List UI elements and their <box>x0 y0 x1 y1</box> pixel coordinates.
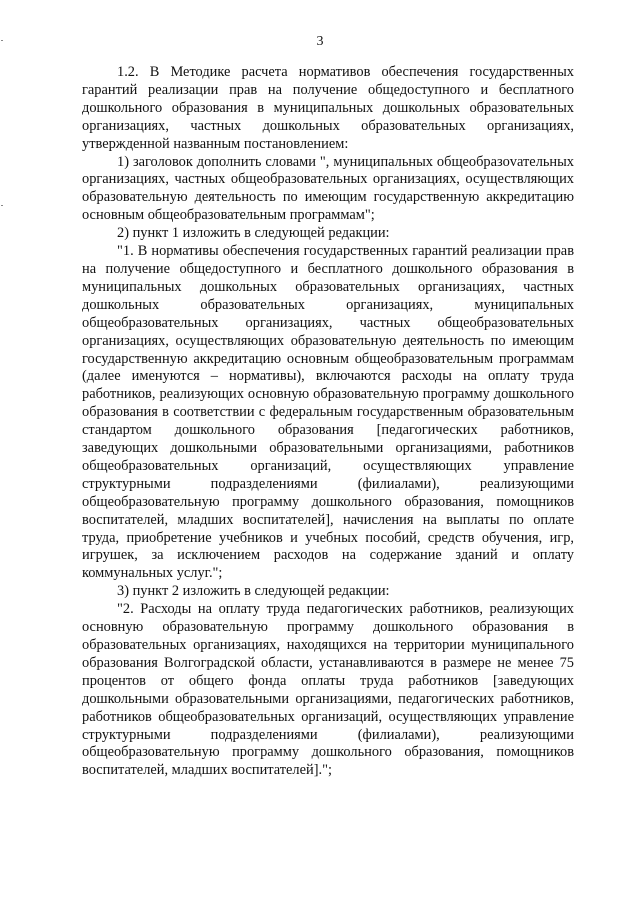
paragraph-item-2-text: "2. Расходы на оплату труда педагогических работников, реализующих основную образовательную программу дошкольного образования в образовательных организациях, находящихся на территории муниципального образования Волгоградской области, устанавливаются в размере не менее 75 процентов от общего фонда оплаты труда работников [заведующих дошкольными образовательными организациями, педагогических работников, работников общеобразовательных организаций, осуществляющих управление структурными подразделениями (филиалами), реализующими общеобразовательную программу дошкольного образования, помощников воспитателей, младших воспитателей]."; <box>82 601 574 779</box>
paragraph-title-amendment: 1) заголовок дополнить словами ", муниципальных общеобразоvательных организациях, частных общеобразовательных организациях, осуществляющих образовательную деятельность по имеющим государственную аккредитацию основным общеобразовательным программам"; <box>82 153 574 224</box>
document-body <box>82 64 574 780</box>
page-number: 3 <box>316 34 324 49</box>
paragraph-methodology-amendment: 1.2. В Методике расчета нормативов обеспечения государственных гарантий реализации прав на получение общедоступного и бесплатного дошкольного образования в муниципальных дошкольных образовательных организациях, частных дошкольных образовательных организациях, утвержденной названным постановлением: <box>82 64 574 152</box>
paragraph-item-1-intro: 2) пункт 1 изложить в следующей редакции: <box>117 225 390 242</box>
paragraph-item-2-intro: 3) пункт 2 изложить в следующей редакции: <box>117 583 390 600</box>
scan-edge-mark <box>1 40 3 41</box>
scan-edge-mark <box>1 205 3 206</box>
paragraph-item-1-text: "1. В нормативы обеспечения государственных гарантий реализации прав на получение общедоступного и бесплатного дошкольного образования в муниципальных дошкольных образовательных организациях, частных дошкольных образовательных организациях, муниципальных общеобразовательных организациях, частных общеобразовательных организациях, осуществляющих образовательную деятельность по имеющим государственную аккредитацию основным общеобразовательным программам (далее именуются – нормативы), включаются расходы на оплату труда работников, реализующих основную образовательную программу дошкольного образования в соответствии с федеральным государственным образовательным стандартом дошкольного образования [педагогических работников, заведующих дошкольными образовательными организациями, работников общеобразовательных организаций, осуществляющих управление структурными подразделениями (филиалами), реализующими общеобразовательную программу дошкольного образования, помощников воспитателей, младших воспитателей], начисления на выплаты по оплате труда, приобретение учебников и учебных пособий, средств обучения, игр, игрушек, за исключением расходов на содержание зданий и оплату коммунальных услуг."; <box>82 243 574 582</box>
